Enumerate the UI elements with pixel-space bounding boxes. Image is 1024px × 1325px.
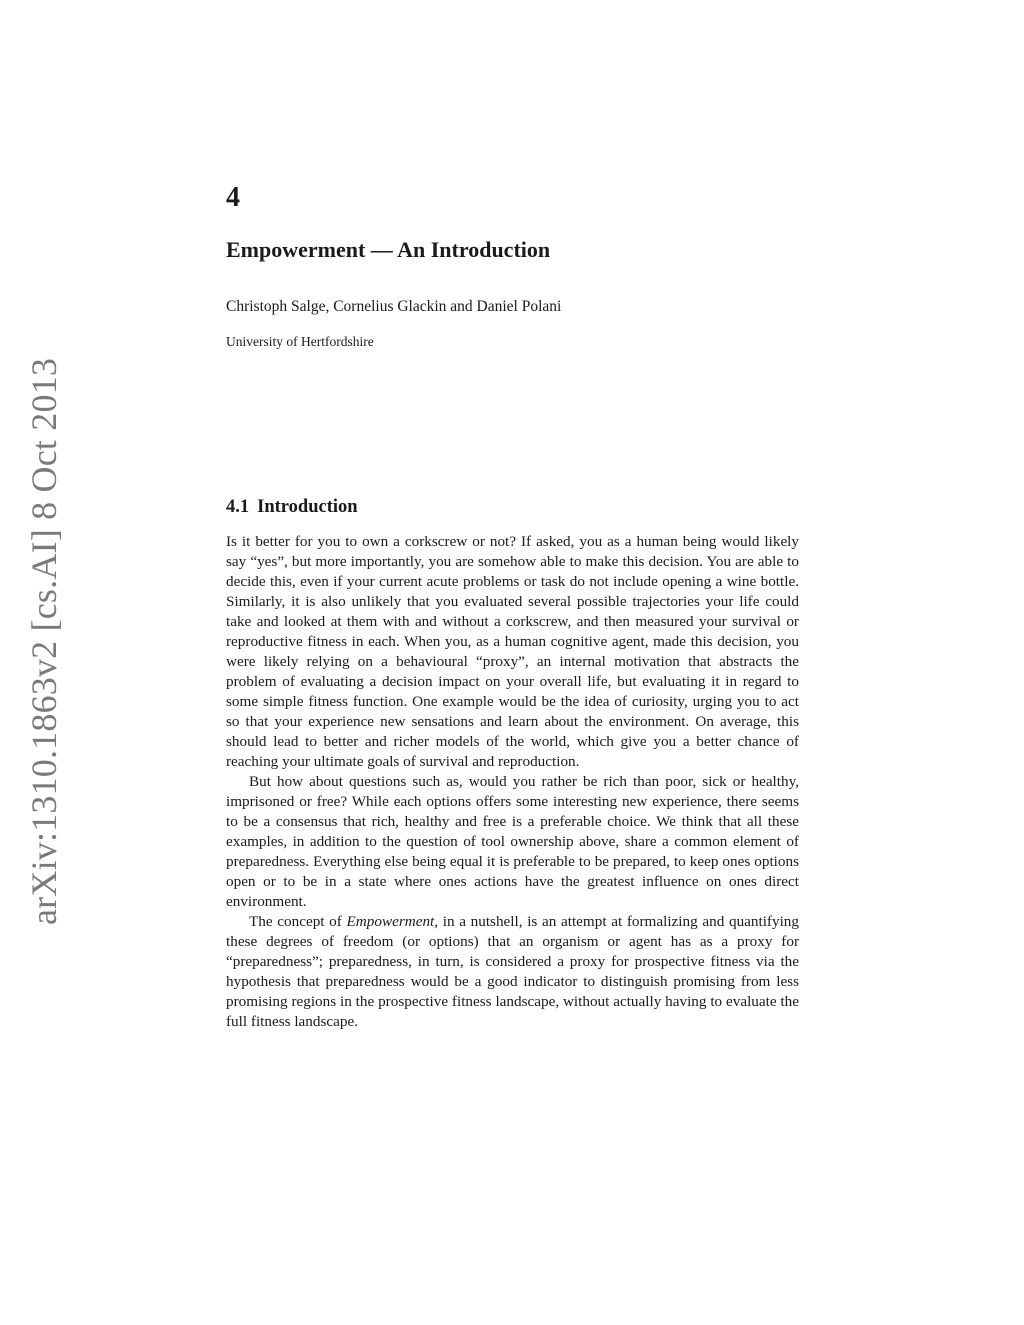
- affiliation: University of Hertfordshire: [226, 334, 374, 349]
- section-title: Introduction: [257, 497, 358, 517]
- chapter-title: Empowerment — An Introduction: [226, 237, 551, 262]
- paragraph-3: [226, 912, 799, 1032]
- arxiv-margin-stamp: arXiv:1310.1863v2 [cs.AI] 8 Oct 2013: [24, 357, 64, 925]
- section-heading: [226, 494, 799, 520]
- paragraph-3-rest: , in a nutshell, is an attempt at formalizing and quantifying these degrees of freedom (or options) that an organism or agent has as a proxy for “preparedness”; preparedness, in turn, is considered a proxy for prospective fitness via the hypothesis that preparedness would be a good indicator to distinguish promising from less promising regions in the prospective fitness landscape, without actually having to evaluate the full fitness landscape.: [226, 913, 799, 1030]
- body-text: [226, 532, 799, 1032]
- paragraph-3-lead: The concept of: [249, 913, 347, 930]
- empowerment-term: Empowerment: [346, 913, 435, 930]
- authors: Christoph Salge, Cornelius Glackin and Daniel Polani: [226, 298, 562, 315]
- paragraph-1: Is it better for you to own a corkscrew or not? If asked, you as a human being would likely say “yes”, but more importantly, you are somehow able to make this decision. You are able to decide this, even if your current acute problems or task do not include opening a wine bottle. Similarly, it is also unlikely that you evaluated several possible trajectories your life could take and looked at them with and without a corkscrew, and then measured your survival or reproductive fitness in each. When you, as a human cognitive agent, made this decision, you were likely relying on a behavioural “proxy”, an internal motivation that abstracts the problem of evaluating a decision impact on your overall life, but evaluating it in regard to some simple fitness function. One example would be the idea of curiosity, urging you to act so that your experience new sensations and learn about the environment. On average, this should lead to better and richer models of the world, which give you a better chance of reaching your ultimate goals of survival and reproduction.: [226, 533, 799, 770]
- section-number: 4.1: [226, 497, 250, 517]
- chapter-number: 4: [226, 182, 240, 213]
- paragraph-2: But how about questions such as, would you rather be rich than poor, sick or healthy, imprisoned or free? While each options offers some interesting new experience, there seems to be a consensus that rich, healthy and free is a preferable choice. We think that all these examples, in addition to the question of tool ownership above, share a common element of preparedness. Everything else being equal it is preferable to be prepared, to keep ones options open or to be in a state where ones actions have the greatest influence on ones direct environment.: [226, 773, 799, 910]
- page-content: [226, 180, 799, 1032]
